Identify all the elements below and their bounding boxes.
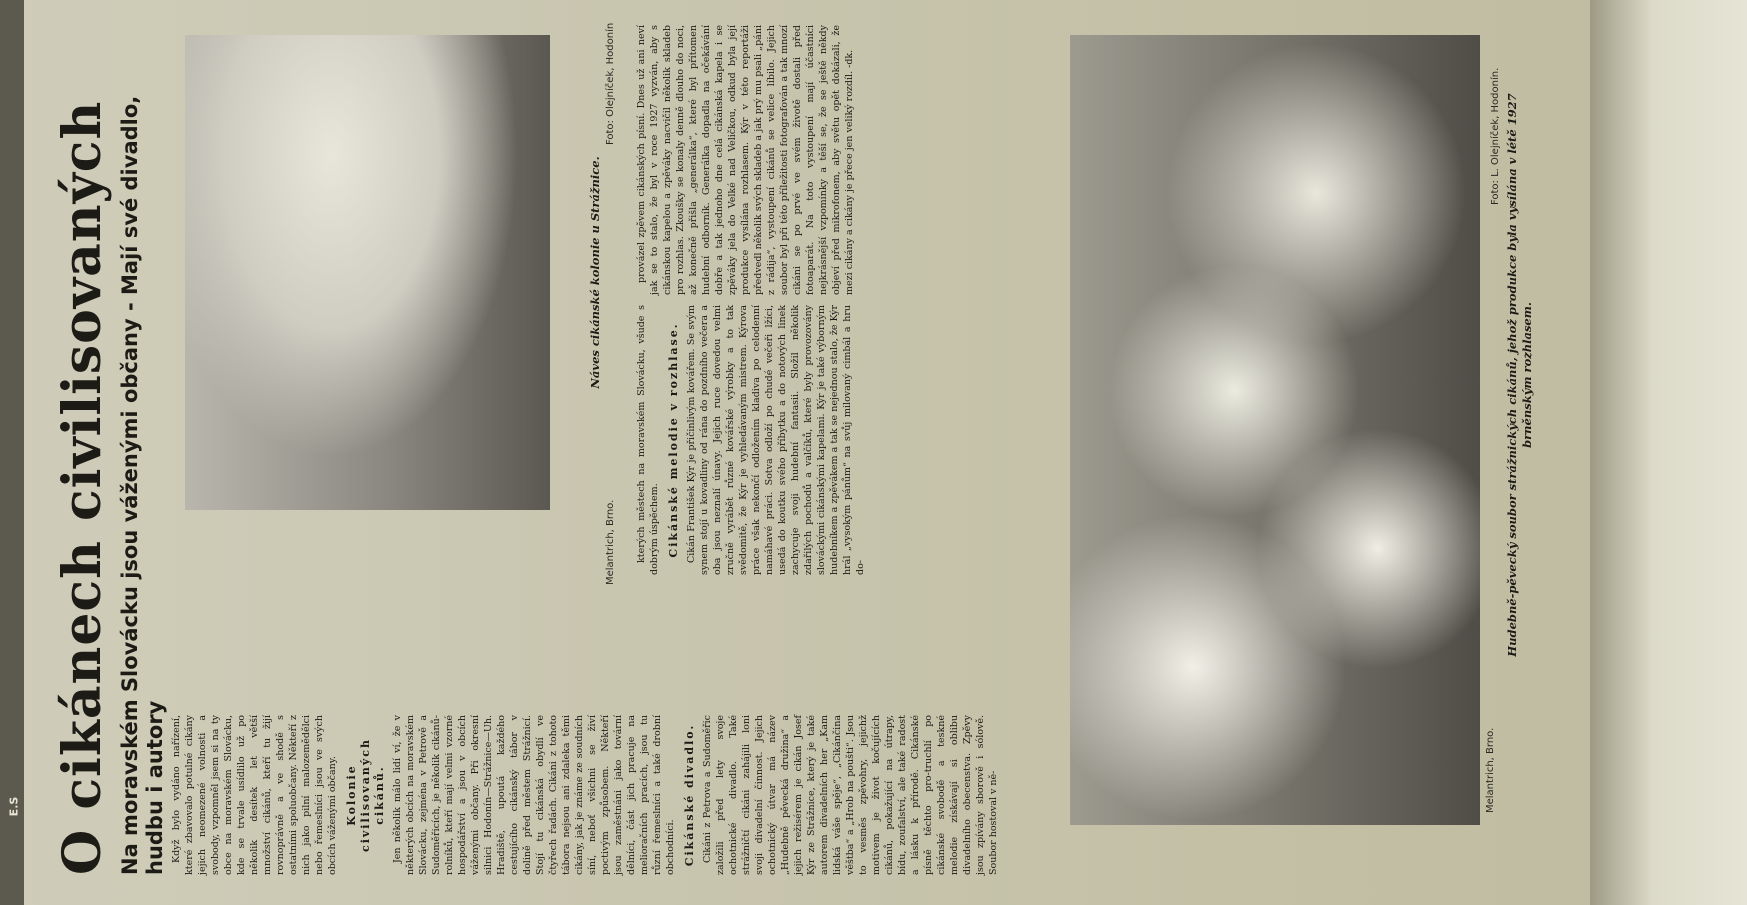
article-column-2 [635,305,866,575]
photo2-credit-left: Melantrich, Brno. [1485,727,1496,813]
section-heading: Cikánské divadlo. [683,723,696,867]
article-column-1 [170,715,999,875]
headline: O cikánech civilisovaných [52,100,113,875]
photo1-credit-right: Foto: Olejníček, Hodonín [605,22,616,145]
paragraph: kterých městech na moravském Slovácku, všude s dobrým úspěchem. [636,305,660,575]
paragraph: provázel zpěvem cikánských písní. Dnes už ani neví jak se to stalo, že byl v roce 1927 vyzván, aby s cikánskou kapelou a zpěváky nacvičil několik skladeb pro rozhlas. Zkoušky se konaly denně dlouho do noci, až konečně přišla „generálka“, které byl přítomen hudební odborník. Generálka dopadla na očekávání dobře a tak jednoho dne celá cikánská kapela i se zpěváky jela do Velké nad Veličkou, odkud byla její produkce vysílána rozhlasem. Kýr v této reportáži předvedl několik svých skladeb a jak prý mu psali „páni z rádija“, vystoupení cikánů se velice líbilo. Jejich soubor byl při této příležitosti fotografován a tak mnozí cikáni se po prvé ve svém životě dostali před fotoaparát. Na toto vystoupení mají účastníci nejkrásnější vzpomínky a těší se, že se ještě někdy objeví před mikrofonem, aby světu opět dokázali, že mezi cikány a cikány je přece jen veliký rozdíl. -dk. [636,25,855,295]
edge-mark: E.S [7,796,21,817]
photo2-credit-right: Foto: L. Olejníček, Hodonín. [1490,67,1501,205]
article-column-3 [635,25,855,295]
subheadline: Na moravském Slovácku jsou váženými občany - Mají své divadlo, hudbu i autory [118,95,167,875]
photo1-credit-left: Melantrich, Brno. [605,499,616,585]
photo1-caption: Náves cikánské kolonie u Strážnice. [588,156,602,389]
section-heading: Cikánské melodie v rozhlase. [667,322,680,558]
paragraph: Jen několik málo lidí ví, že v některých obcích na moravském Slovácku, zejména v Petrově a Sudoměřicích, je několik cikánů-rolníků, kteří mají velmi vzorné hospodářství a jsou v obcích váženými občany. Při okresní silnici Hodonín—Strážnice—Uh. Hradiště, upoutá každého cestujícího cikánský tábor v dolině před městem Strážnicí. Stojí tu cikánská obydlí ve čtyřech řadách. Cikáni z tohoto tábora nejsou ani zdaleka těmi cikány, jak je známe ze soudních síní, neboť všichni se živí poctivým způsobem. Někteří jsou zaměstnáni jako tovární dělníci, část jich pracuje na melioračních pracích, jsou tu různí řemeslníci a také drobní obchodníci. [392,715,676,875]
paragraph: Když bylo vydáno nařízení, které zbavovalo potulné cikány jejich neomezené volnosti a svobody, vzpomněl jsem si na ty obce na moravském Slovácku, kde se trvale usídlilo už po několik desítek let větší množství cikánů, kteří tu žijí rovnoprávně a ve shodě s ostatními spoluobčany. Někteří z nich jako pilní malozemědělci nebo řemeslníci jsou ve svých obcích váženými občany. [171,715,338,875]
paragraph: Cikán František Kýr je přičinlivým kovářem. Se svým synem stojí u kovadliny od rána do pozdního večera a oba jsou neznalí únavy. Jejich ruce dovedou velmi zručně vyrábět různé kovářské výrobky a to tak svědomitě, že Kýr je vyhledávaným mistrem. Kýrova práce však nekončí odložením kladiva po celodenní namáhavé práci. Sotva odloží po chudé večeři lžíci, usedá do koutku svého příbytku a do notových linek zachycuje svoji hudební fantasii. Složil několik zdařilých pochodů a valčíků, které byly provozovány slováckými cikánskými kapelami. Kýr je také výborným hudebníkem a zpěvákem a tak se nejednou stalo, že Kýr hrál „vysokým pánům“ na svůj milovaný cimbál a hru do- [686,305,866,575]
photo2-caption: Hudebně-pěvecký soubor strážnických cikánů, jehož produkce byla vysílána v létě 1927 brněnským rozhlasem. [1505,93,1534,657]
photo-music-ensemble [1070,35,1480,825]
paragraph: Cikáni z Petrova a Sudoměřic založili před lety svoje ochotnické divadlo. Také strážničtí cikáni zahájili loni svoji divadelní činnost. Jejich ochotnický útvar má název „Hudebně pěvecká družina“ a jejich režisérem je cikán Josef Kýr ze Strážnice, který je také autorem divadelních her „Kam lidská váše spěje“, „Cikánčina věštba“ a „Hrob na poušti“. Jsou to vesměs zpěvohry, jejichž motivem je život kočujících cikánů, pokažující na útrapy, bídu, zoufalství, ale také radost a lásku k přírodě. Cikánské písně těchto pro-truchlí po cikánské svobodě a teskné melodie získávají si oblibu divadelního obecenstva. Zpěvy jsou zpívány sborově i sólově. Soubor hostoval v ně- [702,715,999,875]
section-heading: Kolonie civilisovaných cikánů. [345,738,386,852]
photo-village-green [185,35,550,510]
